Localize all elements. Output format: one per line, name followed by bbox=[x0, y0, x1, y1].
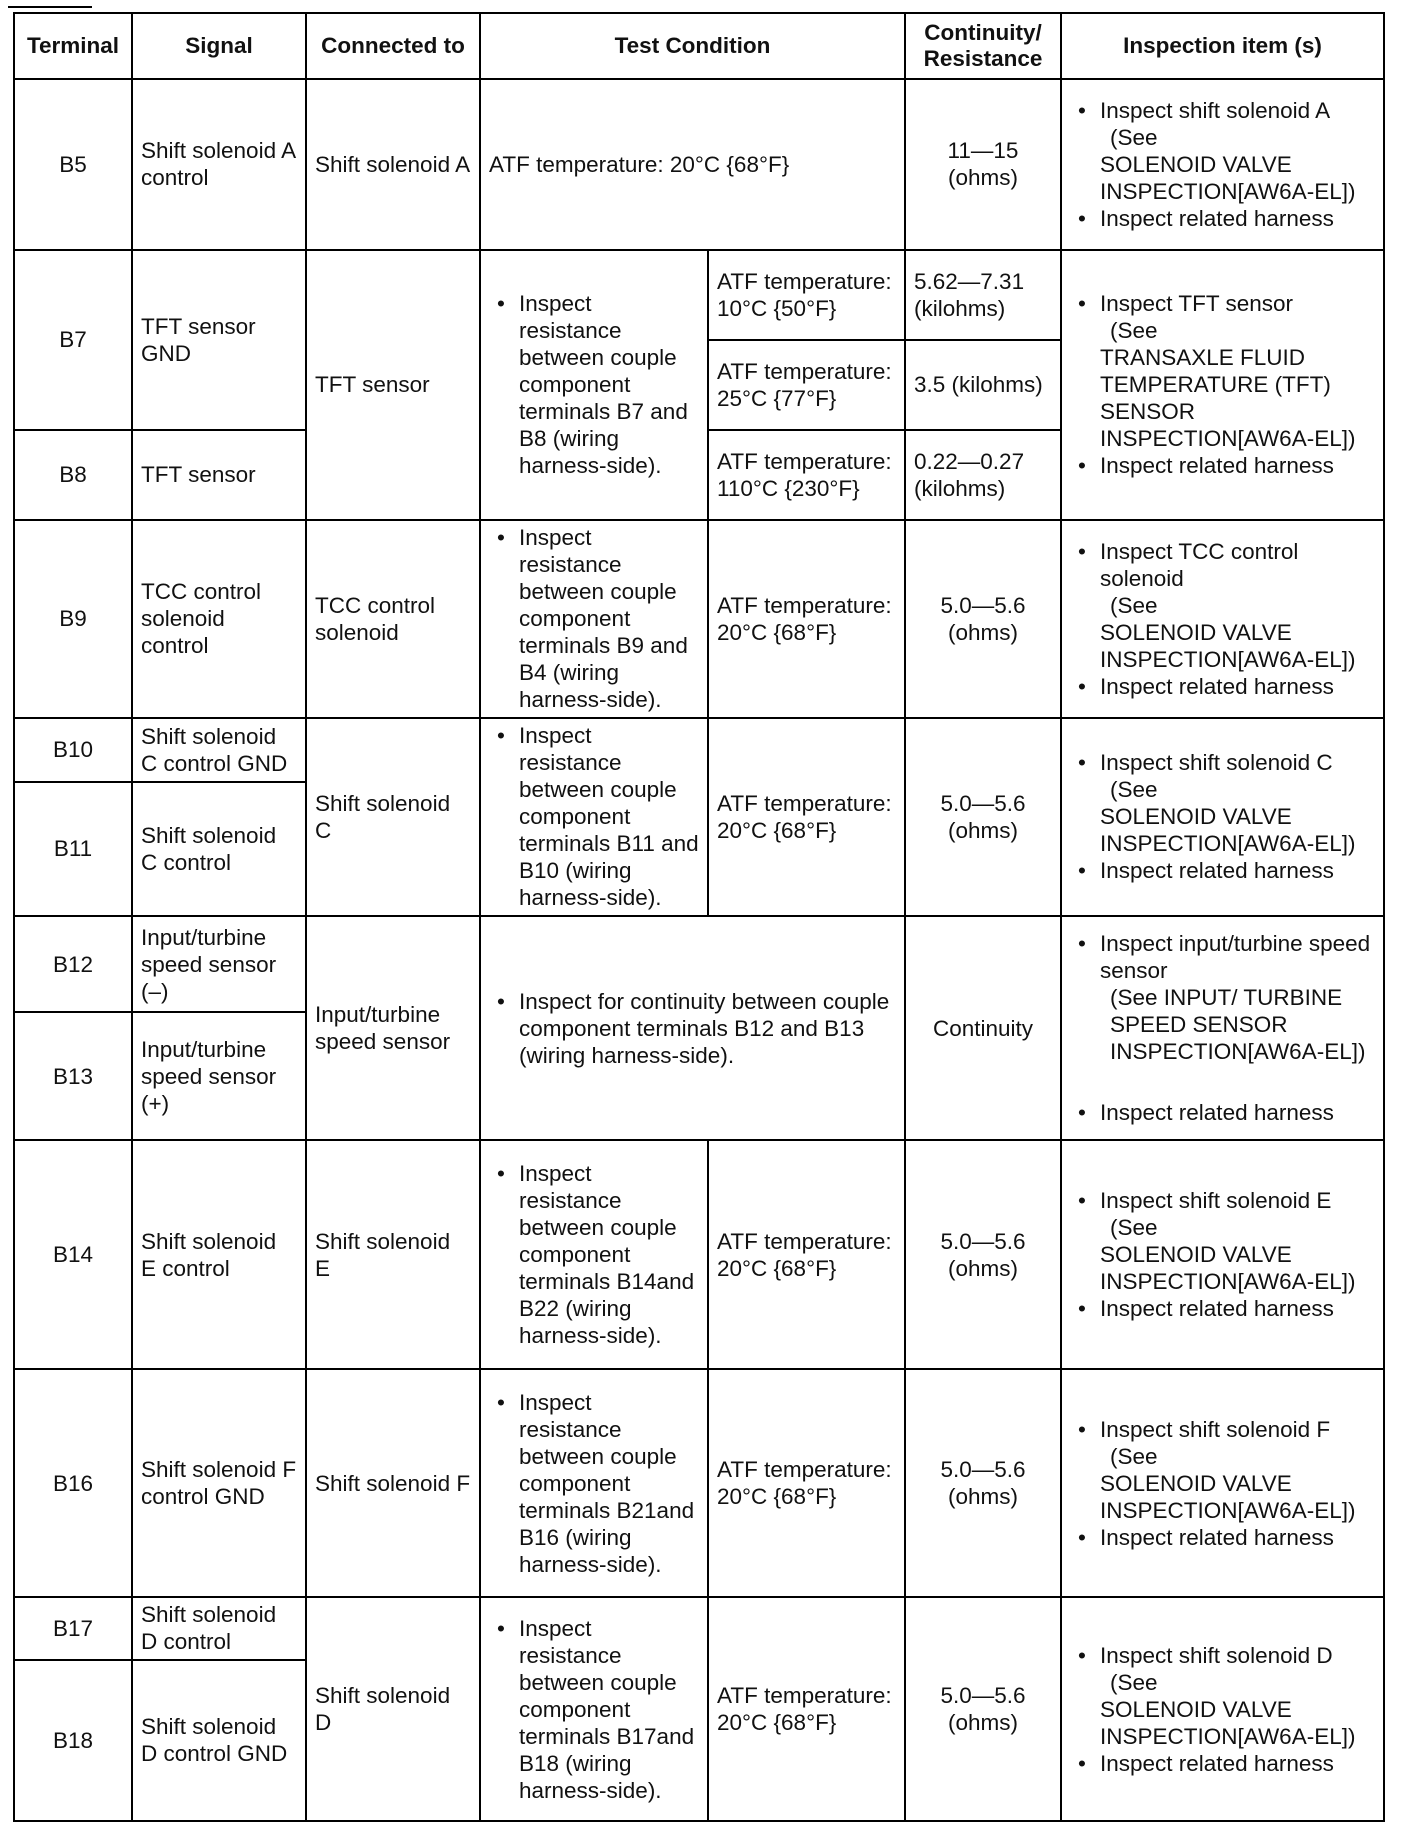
connected-cell: Shift solenoid C bbox=[306, 718, 480, 916]
resistance-cell: 3.5 (kilohms) bbox=[905, 340, 1061, 430]
header-continuity-line-2: Resistance bbox=[923, 46, 1043, 72]
resistance-cell bbox=[905, 1140, 1061, 1369]
terminal-cell: B10 bbox=[14, 718, 132, 782]
resistance-cell: 5.62—7.31 (kilohms) bbox=[905, 250, 1061, 340]
signal-cell: Shift solenoid C control bbox=[132, 782, 306, 916]
resistance-cell bbox=[905, 520, 1061, 717]
inspection-reference: SOLENOID VALVE INSPECTION[AW6A-EL]) bbox=[1100, 804, 1356, 857]
inspection-item: • Inspect related harness bbox=[1100, 857, 1375, 884]
inspection-item: • Inspect related harness bbox=[1100, 1295, 1375, 1322]
resistance-unit: (ohms) bbox=[947, 619, 1018, 645]
condition-item: • Inspect resistance between couple component terminals B17and B18 (wiring harness-side). bbox=[519, 1615, 699, 1804]
signal-cell: Input/turbine speed sensor (–) bbox=[132, 916, 306, 1012]
inspection-reference: SOLENOID VALVE INSPECTION[AW6A-EL]) bbox=[1100, 151, 1356, 204]
header-connected-to: Connected to bbox=[306, 13, 480, 79]
connected-cell: Shift solenoid D bbox=[306, 1597, 480, 1821]
test-condition-cell bbox=[480, 718, 708, 916]
temperature-cell: ATF temperature: 10°C {50°F} bbox=[708, 250, 905, 340]
header-row bbox=[14, 13, 1384, 79]
terminal-cell: B17 bbox=[14, 1597, 132, 1659]
resistance-cell bbox=[905, 1597, 1061, 1821]
condition-item: • Inspect resistance between couple component terminals B14and B22 (wiring harness-side). bbox=[519, 1160, 699, 1349]
temperature-cell: ATF temperature: 20°C {68°F} bbox=[708, 520, 905, 717]
resistance-value: 5.0—5.6 bbox=[940, 1228, 1026, 1254]
connected-cell: TFT sensor bbox=[306, 250, 480, 521]
header-terminal: Terminal bbox=[14, 13, 132, 79]
resistance-value: 5.0—5.6 bbox=[940, 592, 1026, 618]
inspection-item: • Inspect related harness bbox=[1100, 452, 1375, 479]
inspection-item bbox=[1100, 1187, 1375, 1295]
condition-item: • Inspect resistance between couple component terminals B9 and B4 (wiring harness-side). bbox=[519, 524, 699, 713]
resistance-unit: (ohms) bbox=[947, 1255, 1018, 1281]
connected-cell: Shift solenoid A bbox=[306, 79, 480, 249]
signal-cell: TFT sensor bbox=[132, 430, 306, 520]
connected-cell: TCC control solenoid bbox=[306, 520, 480, 717]
condition-item: • Inspect resistance between couple component terminals B21and B16 (wiring harness-side). bbox=[519, 1389, 699, 1578]
terminal-cell: B8 bbox=[14, 430, 132, 520]
inspection-text: Inspect shift solenoid C bbox=[1100, 750, 1333, 776]
terminal-inspection-table bbox=[13, 12, 1385, 1822]
signal-cell: Shift solenoid C control GND bbox=[132, 718, 306, 782]
inspection-see: (See bbox=[1110, 124, 1158, 150]
inspection-item: • Inspect related harness bbox=[1100, 205, 1375, 232]
terminal-cell: B11 bbox=[14, 782, 132, 916]
inspection-item bbox=[1100, 1416, 1375, 1524]
table-row bbox=[14, 916, 1384, 1012]
connected-cell: Input/turbine speed sensor bbox=[306, 916, 480, 1140]
test-condition-cell bbox=[480, 916, 905, 1140]
inspection-cell bbox=[1061, 520, 1384, 717]
test-condition-cell bbox=[480, 1597, 708, 1821]
inspection-item: • Inspect related harness bbox=[1100, 1099, 1375, 1126]
inspection-item bbox=[1100, 538, 1375, 673]
inspection-cell bbox=[1061, 718, 1384, 916]
inspection-text: Inspect shift solenoid E bbox=[1100, 1188, 1332, 1214]
header-signal: Signal bbox=[132, 13, 306, 79]
inspection-item: • Inspect related harness bbox=[1100, 1750, 1375, 1777]
test-condition-cell bbox=[480, 1140, 708, 1369]
signal-cell: Input/turbine speed sensor (+) bbox=[132, 1012, 306, 1140]
inspection-cell bbox=[1061, 1369, 1384, 1598]
signal-cell: TCC control solenoid control bbox=[132, 520, 306, 717]
resistance-unit: (ohms) bbox=[947, 817, 1018, 843]
inspection-text: Inspect input/turbine speed sensor bbox=[1100, 931, 1371, 984]
inspection-text: Inspect shift solenoid F bbox=[1100, 1416, 1331, 1442]
inspection-reference: SOLENOID VALVE INSPECTION[AW6A-EL]) bbox=[1100, 1242, 1356, 1295]
resistance-cell bbox=[905, 1369, 1061, 1598]
resistance-unit: (ohms) bbox=[947, 1484, 1018, 1510]
test-condition-cell bbox=[480, 1369, 708, 1598]
inspection-item bbox=[1100, 930, 1375, 1099]
inspection-see: (See bbox=[1110, 777, 1158, 803]
inspection-text: Inspect shift solenoid D bbox=[1100, 1642, 1333, 1668]
temperature-cell: ATF temperature: 110°C {230°F} bbox=[708, 430, 905, 520]
condition-item: • Inspect resistance between couple component terminals B11 and B10 (wiring harness-side). bbox=[519, 722, 699, 911]
temperature-cell: ATF temperature: 20°C {68°F} bbox=[708, 1140, 905, 1369]
inspection-item bbox=[1100, 1642, 1375, 1750]
inspection-item bbox=[1100, 290, 1375, 452]
signal-cell: TFT sensor GND bbox=[132, 250, 306, 430]
resistance-cell bbox=[905, 79, 1061, 249]
header-continuity-resistance bbox=[905, 13, 1061, 79]
table-row bbox=[14, 520, 1384, 717]
inspection-reference: SOLENOID VALVE INSPECTION[AW6A-EL]) bbox=[1100, 619, 1356, 672]
signal-cell: Shift solenoid D control bbox=[132, 1597, 306, 1659]
header-inspection-items: Inspection item (s) bbox=[1061, 13, 1384, 79]
inspection-see: (See bbox=[1110, 592, 1158, 618]
inspection-item bbox=[1100, 97, 1375, 205]
signal-cell: Shift solenoid D control GND bbox=[132, 1660, 306, 1821]
resistance-cell: 0.22—0.27 (kilohms) bbox=[905, 430, 1061, 520]
inspection-reference: TRANSAXLE FLUID TEMPERATURE (TFT) SENSOR INSPECTION[AW6A-EL]) bbox=[1100, 345, 1356, 452]
table-row bbox=[14, 79, 1384, 249]
inspection-item bbox=[1100, 749, 1375, 857]
test-condition-cell bbox=[480, 250, 708, 521]
inspection-item: • Inspect related harness bbox=[1100, 1524, 1375, 1551]
header-test-condition: Test Condition bbox=[480, 13, 905, 79]
signal-cell: Shift solenoid F control GND bbox=[132, 1369, 306, 1598]
test-condition-cell: ATF temperature: 20°C {68°F} bbox=[480, 79, 905, 249]
terminal-cell: B7 bbox=[14, 250, 132, 430]
resistance-value: 5.0—5.6 bbox=[940, 790, 1026, 816]
inspection-text: Inspect TFT sensor bbox=[1100, 291, 1293, 317]
inspection-text: Inspect TCC control solenoid bbox=[1100, 538, 1299, 591]
table-row bbox=[14, 1140, 1384, 1369]
temperature-cell: ATF temperature: 20°C {68°F} bbox=[708, 1597, 905, 1821]
terminal-cell: B14 bbox=[14, 1140, 132, 1369]
continuity-cell: Continuity bbox=[905, 916, 1061, 1140]
inspection-item: • Inspect related harness bbox=[1100, 673, 1375, 700]
resistance-value: 11—15 bbox=[947, 138, 1019, 164]
resistance-value: 5.0—5.6 bbox=[940, 1457, 1026, 1483]
inspection-reference: (See INPUT/ TURBINE SPEED SENSOR INSPECTION[AW6A-EL]) bbox=[1110, 985, 1366, 1065]
terminal-cell: B16 bbox=[14, 1369, 132, 1598]
resistance-value: 5.0—5.6 bbox=[940, 1683, 1026, 1709]
resistance-unit: (ohms) bbox=[947, 165, 1018, 191]
inspection-see: (See bbox=[1110, 1215, 1158, 1241]
condition-item: • Inspect resistance between couple component terminals B7 and B8 (wiring harness-side). bbox=[519, 290, 699, 479]
temperature-cell: ATF temperature: 20°C {68°F} bbox=[708, 718, 905, 916]
signal-cell: Shift solenoid E control bbox=[132, 1140, 306, 1369]
table-row bbox=[14, 718, 1384, 782]
connected-cell: Shift solenoid E bbox=[306, 1140, 480, 1369]
terminal-cell: B13 bbox=[14, 1012, 132, 1140]
connected-cell: Shift solenoid F bbox=[306, 1369, 480, 1598]
terminal-cell: B5 bbox=[14, 79, 132, 249]
inspection-text: Inspect shift solenoid A bbox=[1100, 97, 1331, 123]
temperature-cell: ATF temperature: 20°C {68°F} bbox=[708, 1369, 905, 1598]
inspection-cell bbox=[1061, 1597, 1384, 1821]
inspection-see: (See bbox=[1110, 1443, 1158, 1469]
inspection-see: (See bbox=[1110, 1669, 1158, 1695]
test-condition-cell bbox=[480, 520, 708, 717]
terminal-cell: B18 bbox=[14, 1660, 132, 1821]
inspection-cell bbox=[1061, 916, 1384, 1140]
inspection-cell bbox=[1061, 1140, 1384, 1369]
page-top-rule bbox=[8, 6, 92, 8]
inspection-reference: SOLENOID VALVE INSPECTION[AW6A-EL]) bbox=[1100, 1696, 1356, 1749]
resistance-cell bbox=[905, 718, 1061, 916]
inspection-see: (See bbox=[1110, 318, 1158, 344]
signal-cell: Shift solenoid A control bbox=[132, 79, 306, 249]
table-row bbox=[14, 1597, 1384, 1659]
condition-item: • Inspect for continuity between couple component terminals B12 and B13 (wiring harness-side). bbox=[519, 988, 896, 1069]
resistance-unit: (ohms) bbox=[947, 1710, 1018, 1736]
inspection-reference: SOLENOID VALVE INSPECTION[AW6A-EL]) bbox=[1100, 1470, 1356, 1523]
table-row bbox=[14, 1369, 1384, 1598]
table-row bbox=[14, 250, 1384, 340]
inspection-cell bbox=[1061, 250, 1384, 521]
inspection-cell bbox=[1061, 79, 1384, 249]
temperature-cell: ATF temperature: 25°C {77°F} bbox=[708, 340, 905, 430]
header-continuity-line-1: Continuity/ bbox=[924, 20, 1042, 46]
terminal-cell: B9 bbox=[14, 520, 132, 717]
terminal-cell: B12 bbox=[14, 916, 132, 1012]
